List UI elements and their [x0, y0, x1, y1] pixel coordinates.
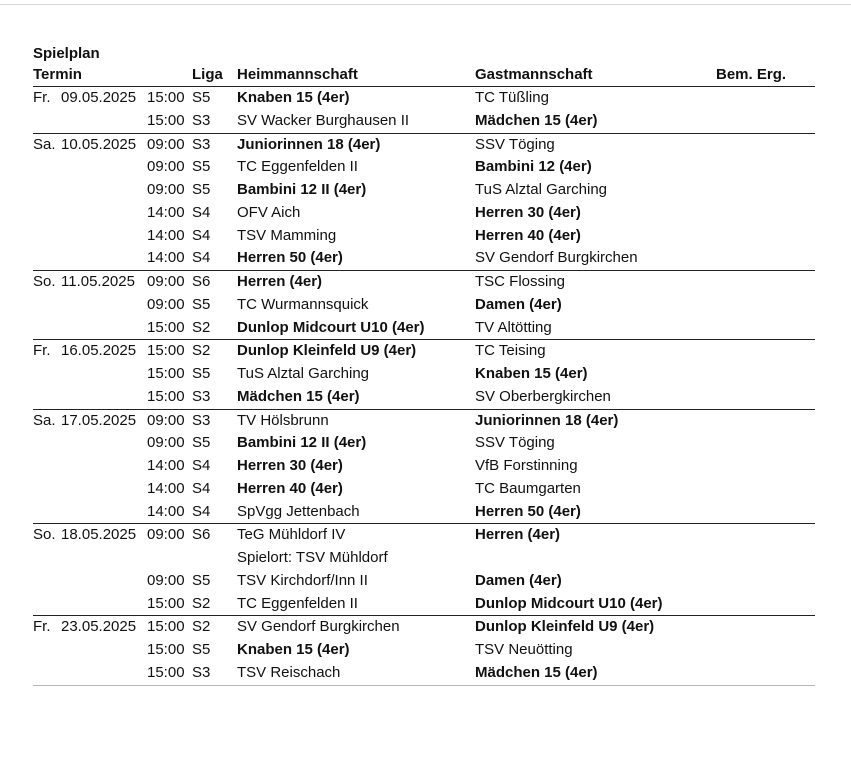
- away-team-cell: Dunlop Midcourt U10 (4er): [475, 594, 663, 612]
- date-group: [33, 134, 815, 272]
- home-team-cell: SV Wacker Burghausen II: [237, 111, 410, 129]
- table-row: [33, 455, 815, 478]
- away-team-cell: Damen (4er): [475, 571, 562, 589]
- time-cell: 14:00: [147, 249, 185, 267]
- date-cell: 18.05.2025: [61, 526, 137, 544]
- liga-cell: S5: [192, 365, 211, 382]
- home-team-cell: Dunlop Midcourt U10 (4er): [237, 318, 425, 336]
- table-row: [33, 271, 815, 294]
- table-row: [33, 593, 815, 616]
- header-bem-erg: Bem. Erg.: [716, 66, 787, 83]
- time-cell: 14:00: [147, 226, 185, 244]
- home-team-cell: Herren 40 (4er): [237, 479, 343, 497]
- table-row: [33, 202, 815, 225]
- away-team-cell: Bambini 12 (4er): [475, 158, 592, 176]
- date-group: [33, 410, 815, 525]
- liga-cell: S3: [192, 111, 211, 129]
- liga-cell: S2: [192, 342, 211, 360]
- away-team-cell: TC Teising: [475, 342, 546, 360]
- table-row: [33, 363, 815, 386]
- liga-cell: S4: [192, 203, 211, 221]
- table-row: [33, 294, 815, 317]
- time-cell: 09:00: [147, 434, 185, 452]
- away-team-cell: TuS Alztal Garching: [475, 181, 608, 198]
- home-team-cell: TC Wurmannsquick: [237, 295, 369, 313]
- liga-cell: S3: [192, 663, 211, 681]
- liga-cell: S5: [192, 181, 211, 198]
- table-row: [33, 410, 815, 433]
- home-team-cell: Knaben 15 (4er): [237, 641, 350, 658]
- home-team-cell: TeG Mühldorf IV: [237, 526, 346, 544]
- time-cell: 09:00: [147, 135, 185, 153]
- date-group: [33, 271, 815, 340]
- time-cell: 09:00: [147, 526, 185, 544]
- table-row: [33, 87, 815, 110]
- home-team-cell: Herren 30 (4er): [237, 457, 343, 474]
- header-termin: Termin: [33, 66, 82, 83]
- away-team-cell: TSC Flossing: [475, 273, 566, 290]
- table-row: [33, 616, 815, 639]
- home-team-cell: TC Eggenfelden II: [237, 158, 358, 176]
- home-team-cell: TC Eggenfelden II: [237, 594, 358, 612]
- home-team-cell: Spielort: TSV Mühldorf: [237, 549, 388, 566]
- header-gastmannschaft: Gastmannschaft: [475, 66, 593, 83]
- home-team-cell: OFV Aich: [237, 203, 301, 221]
- time-cell: 14:00: [147, 203, 185, 221]
- time-cell: 09:00: [147, 411, 185, 429]
- table-row: [33, 478, 815, 501]
- away-team-cell: TSV Neuötting: [475, 641, 573, 658]
- away-team-cell: Herren (4er): [475, 526, 561, 544]
- away-team-cell: Knaben 15 (4er): [475, 365, 588, 382]
- time-cell: 15:00: [147, 365, 185, 382]
- liga-cell: S4: [192, 502, 211, 520]
- time-cell: 14:00: [147, 479, 185, 497]
- table-header: [33, 64, 815, 87]
- time-cell: 15:00: [147, 387, 185, 405]
- home-team-cell: Herren 50 (4er): [237, 249, 343, 267]
- time-cell: 09:00: [147, 571, 185, 589]
- home-team-cell: Herren (4er): [237, 273, 323, 290]
- table-row: [33, 386, 815, 409]
- home-team-cell: TSV Mamming: [237, 226, 337, 244]
- date-cell: 23.05.2025: [61, 618, 137, 636]
- home-team-cell: Bambini 12 II (4er): [237, 181, 367, 198]
- time-cell: 15:00: [147, 89, 185, 106]
- liga-cell: S5: [192, 295, 211, 313]
- time-cell: 09:00: [147, 181, 185, 198]
- liga-cell: S4: [192, 249, 211, 267]
- top-divider: [0, 4, 851, 5]
- time-cell: 14:00: [147, 502, 185, 520]
- liga-cell: S5: [192, 89, 211, 106]
- liga-cell: S2: [192, 618, 211, 636]
- time-cell: 15:00: [147, 663, 185, 681]
- day-cell: So.: [33, 273, 56, 290]
- away-team-cell: TC Baumgarten: [475, 479, 581, 497]
- time-cell: 15:00: [147, 618, 185, 636]
- away-team-cell: SV Oberbergkirchen: [475, 387, 611, 405]
- liga-cell: S4: [192, 479, 211, 497]
- away-team-cell: VfB Forstinning: [475, 457, 578, 474]
- away-team-cell: Mädchen 15 (4er): [475, 111, 598, 129]
- date-group: [33, 87, 815, 134]
- home-team-cell: TSV Kirchdorf/Inn II: [237, 571, 368, 589]
- liga-cell: S6: [192, 273, 211, 290]
- away-team-cell: SV Gendorf Burgkirchen: [475, 249, 638, 267]
- schedule-document: [33, 44, 815, 686]
- liga-cell: S5: [192, 158, 211, 176]
- day-cell: Fr.: [33, 89, 51, 106]
- liga-cell: S4: [192, 457, 211, 474]
- time-cell: 15:00: [147, 641, 185, 658]
- home-team-cell: TV Hölsbrunn: [237, 411, 329, 429]
- time-cell: 09:00: [147, 295, 185, 313]
- table-row: [33, 179, 815, 202]
- day-cell: Fr.: [33, 618, 51, 636]
- header-liga: Liga: [192, 66, 223, 83]
- table-row: [33, 662, 815, 685]
- table-row: [33, 547, 815, 570]
- away-team-cell: SSV Töging: [475, 434, 555, 452]
- liga-cell: S5: [192, 571, 211, 589]
- away-team-cell: Herren 30 (4er): [475, 203, 581, 221]
- liga-cell: S3: [192, 411, 211, 429]
- date-group: [33, 524, 815, 616]
- time-cell: 09:00: [147, 158, 185, 176]
- day-cell: So.: [33, 526, 56, 544]
- home-team-cell: SpVgg Jettenbach: [237, 502, 360, 520]
- table-row: [33, 432, 815, 455]
- table-row: [33, 225, 815, 248]
- home-team-cell: Dunlop Kleinfeld U9 (4er): [237, 342, 417, 360]
- away-team-cell: Mädchen 15 (4er): [475, 663, 598, 681]
- time-cell: 15:00: [147, 594, 185, 612]
- page-title: Spielplan: [33, 45, 100, 62]
- home-team-cell: Mädchen 15 (4er): [237, 387, 360, 405]
- home-team-cell: Juniorinnen 18 (4er): [237, 135, 381, 153]
- away-team-cell: Juniorinnen 18 (4er): [475, 411, 619, 429]
- table-row: [33, 247, 815, 270]
- liga-cell: S4: [192, 226, 211, 244]
- liga-cell: S3: [192, 135, 211, 153]
- liga-cell: S6: [192, 526, 211, 544]
- day-cell: Sa.: [33, 135, 56, 153]
- liga-cell: S5: [192, 641, 211, 658]
- liga-cell: S5: [192, 434, 211, 452]
- date-cell: 17.05.2025: [61, 411, 137, 429]
- date-cell: 11.05.2025: [61, 273, 135, 290]
- table-row: [33, 340, 815, 363]
- away-team-cell: Dunlop Kleinfeld U9 (4er): [475, 618, 655, 636]
- home-team-cell: Knaben 15 (4er): [237, 89, 350, 106]
- table-row: [33, 639, 815, 662]
- home-team-cell: TuS Alztal Garching: [237, 365, 370, 382]
- time-cell: 09:00: [147, 273, 185, 290]
- liga-cell: S3: [192, 387, 211, 405]
- time-cell: 15:00: [147, 318, 185, 336]
- table-row: [33, 524, 815, 547]
- table-row: [33, 134, 815, 157]
- header-heimmannschaft: Heimmannschaft: [237, 66, 358, 83]
- date-cell: 10.05.2025: [61, 135, 137, 153]
- time-cell: 14:00: [147, 457, 185, 474]
- day-cell: Sa.: [33, 411, 56, 429]
- away-team-cell: SSV Töging: [475, 135, 555, 153]
- date-group: [33, 340, 815, 409]
- time-cell: 15:00: [147, 111, 185, 129]
- away-team-cell: TC Tüßling: [475, 89, 549, 106]
- schedule-body: [33, 87, 815, 686]
- away-team-cell: Herren 50 (4er): [475, 502, 581, 520]
- table-row: [33, 156, 815, 179]
- home-team-cell: Bambini 12 II (4er): [237, 434, 367, 452]
- liga-cell: S2: [192, 594, 211, 612]
- day-cell: Fr.: [33, 342, 51, 360]
- date-group: [33, 616, 815, 685]
- table-row: [33, 110, 815, 133]
- home-team-cell: TSV Reischach: [237, 663, 341, 681]
- home-team-cell: SV Gendorf Burgkirchen: [237, 618, 400, 636]
- date-cell: 09.05.2025: [61, 89, 137, 106]
- date-cell: 16.05.2025: [61, 342, 137, 360]
- away-team-cell: TV Altötting: [475, 318, 552, 336]
- away-team-cell: Damen (4er): [475, 295, 562, 313]
- table-row: [33, 317, 815, 340]
- table-row: [33, 501, 815, 524]
- liga-cell: S2: [192, 318, 211, 336]
- table-row: [33, 570, 815, 593]
- time-cell: 15:00: [147, 342, 185, 360]
- away-team-cell: Herren 40 (4er): [475, 226, 581, 244]
